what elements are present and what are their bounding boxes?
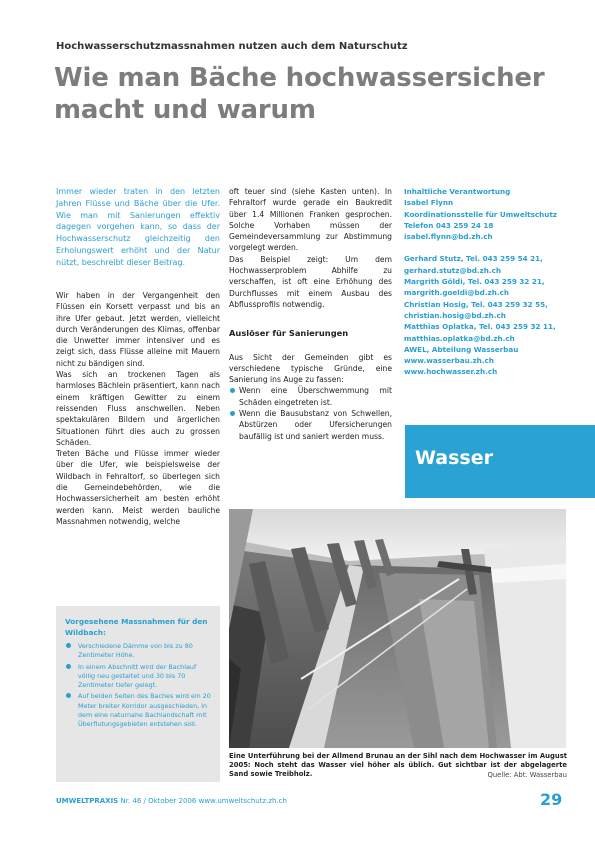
infobox-item-text: Auf beiden Seiten des Baches wird ein 20 Meter breiter Korridor ausgeschieden, in dem eine naturnahe Bachlandschaft mit Überflutungsgebieten entstehen soll. <box>78 692 211 729</box>
bullet-icon <box>66 664 71 669</box>
infobox-item <box>65 663 215 691</box>
infobox-item-text: Verschiedene Dämme von bis zu 80 Zentimeter Höhe. <box>78 642 193 660</box>
infobox-title: Vorgesehene Massnahmen für den Wildbach: <box>65 617 208 637</box>
footer <box>56 797 287 805</box>
contact-line[interactable]: matthias.oplatka@bd.zh.ch <box>404 333 515 343</box>
paragraph: Das Beispiel zeigt: Um dem Hochwasserproblem Abhilfe zu verschaffen, ist oft eine Erhöhung des Durchflusses mit einem Ausbau des Abflussprofils notwendig. <box>229 254 392 309</box>
article-kicker: Hochwasserschutzmassnahmen nutzen auch dem Naturschutz <box>56 41 408 52</box>
contact-line[interactable]: www.hochwasser.zh.ch <box>404 367 498 377</box>
contact-line: Christian Hosig, Tel. 043 259 32 55, <box>404 299 548 309</box>
paragraph: Aus Sicht der Gemeinden gibt es verschiedene typische Gründe, eine Sanierung ins Auge zu fassen: <box>229 352 392 385</box>
contact-line: Koordinationsstelle für Umweltschutz <box>404 209 557 219</box>
footer-url[interactable]: www.umweltschutz.zh.ch <box>198 797 287 805</box>
lead-paragraph: Immer wieder traten in den letzten Jahren Flüsse und Bäche über die Ufer. Wie man mit Sanierungen effektiv dagegen vorgehen kann, so dass der Hochwasserschutz gleichzeitig den Erholungswert erhöht und der Natur nützt, beschreibt dieser Beitrag. <box>56 187 220 267</box>
bullet-icon <box>66 693 71 698</box>
bullet-icon <box>230 411 235 416</box>
photo-credit: Quelle: Abt. Wasserbau <box>487 771 567 779</box>
section-label: Wasser <box>415 447 493 469</box>
contact-line: Telefon 043 259 24 18 <box>404 220 494 230</box>
paragraph: Was sich an trockenen Tagen als harmloses Bächlein präsentiert, kann nach einem kräftigen Gewitter zu einem reissenden Fluss anschwellen. Neben spektakulären Bildern und ärgerlichen Situationen führt dies auch zu grossen Schäden. <box>56 370 220 447</box>
footer-brand: UMWELTPRAXIS <box>56 797 119 805</box>
paragraph: Treten Bäche und Flüsse immer wieder über die Ufer, wie beispielsweise der Wildbach in Fehraltorf, so überlegen sich die Gemeindebehörden, wie die Hochwassersicherheit am besten erhöht werden kann. Meist werden bauliche Massnahmen notwendig, welche <box>56 449 220 526</box>
infobox-item <box>65 642 215 661</box>
bullet-icon <box>230 388 235 393</box>
contact-line[interactable]: www.wasserbau.zh.ch <box>404 356 494 366</box>
contact-line[interactable]: isabel.flynn@bd.zh.ch <box>404 232 493 242</box>
bullet-icon <box>66 643 71 648</box>
contact-line[interactable]: christian.hosig@bd.zh.ch <box>404 310 506 320</box>
contact-line: Matthias Oplatka, Tel. 043 259 32 11, <box>404 322 556 332</box>
paragraph: Wir haben in der Vergangenheit den Flüssen ein Korsett verpasst und bis an ihre Ufer gebaut. Jetzt werden, vielleicht durch Veränderungen des Klimas, offenbar die Unwetter immer intensiver und es zeigt sich, dass Flüsse alleine mit Mauern nicht zu bändigen sind. <box>56 291 220 368</box>
contact-line[interactable]: margrith.goeldi@bd.zh.ch <box>404 288 509 298</box>
infobox-item <box>65 692 215 729</box>
bullet-item <box>229 385 392 408</box>
bullet-text: Wenn die Bausubstanz von Schwellen, Abstürzen oder Ufersicherungen baufällig ist und saniert werden muss. <box>239 409 392 441</box>
photo-caption: Eine Unterführung bei der Allmend Brunau an der Sihl nach dem Hochwasser im August 2005: Noch steht das Wasser viel höher als üblich. Gut sichtbar ist der abgelagerte Sand sowie Treibholz. <box>229 752 567 778</box>
contact-line: Gerhard Stutz, Tel. 043 259 54 21, <box>404 254 543 264</box>
infobox-item-text: In einem Abschnitt wird der Bachlauf völlig neu gestaltet und 30 bis 70 Zentimeter tiefer gelegt. <box>78 662 197 690</box>
measures-infobox <box>56 606 220 782</box>
page-number: 29 <box>540 790 563 809</box>
title-line-1: Wie man Bäche hochwassersicher <box>54 63 545 93</box>
article-title <box>54 62 574 126</box>
bullet-item <box>229 408 392 442</box>
title-line-2: macht und warum <box>54 95 316 125</box>
section-subheading: Auslöser für Sanierungen <box>229 328 349 339</box>
bullet-text: Wenn eine Überschwemmung mit Schäden eingetreten ist. <box>239 386 392 407</box>
body-column-1 <box>56 290 220 527</box>
contact-line[interactable]: gerhard.stutz@bd.zh.ch <box>404 265 502 275</box>
contact-line: Margrith Göldi, Tel. 043 259 32 21, <box>404 277 545 287</box>
contact-line: Isabel Flynn <box>404 198 454 208</box>
footer-issue: Nr. 46 / Oktober 2006 <box>120 797 197 805</box>
section-label-box <box>405 425 595 498</box>
body-column-2 <box>229 186 392 442</box>
contact-line: AWEL, Abteilung Wasserbau <box>404 344 519 354</box>
flood-underpass-photo <box>229 509 566 748</box>
paragraph: oft teuer sind (siehe Kasten unten). In Fehraltorf wurde gerade ein Baukredit über 1.4 Millionen Franken gesprochen. Solche Vorhaben müssen der Gemeindeversammlung zur Abstimmung vorgelegt werden. <box>229 187 392 253</box>
contact-info <box>404 186 574 378</box>
contact-line: Inhaltliche Verantwortung <box>404 187 511 196</box>
